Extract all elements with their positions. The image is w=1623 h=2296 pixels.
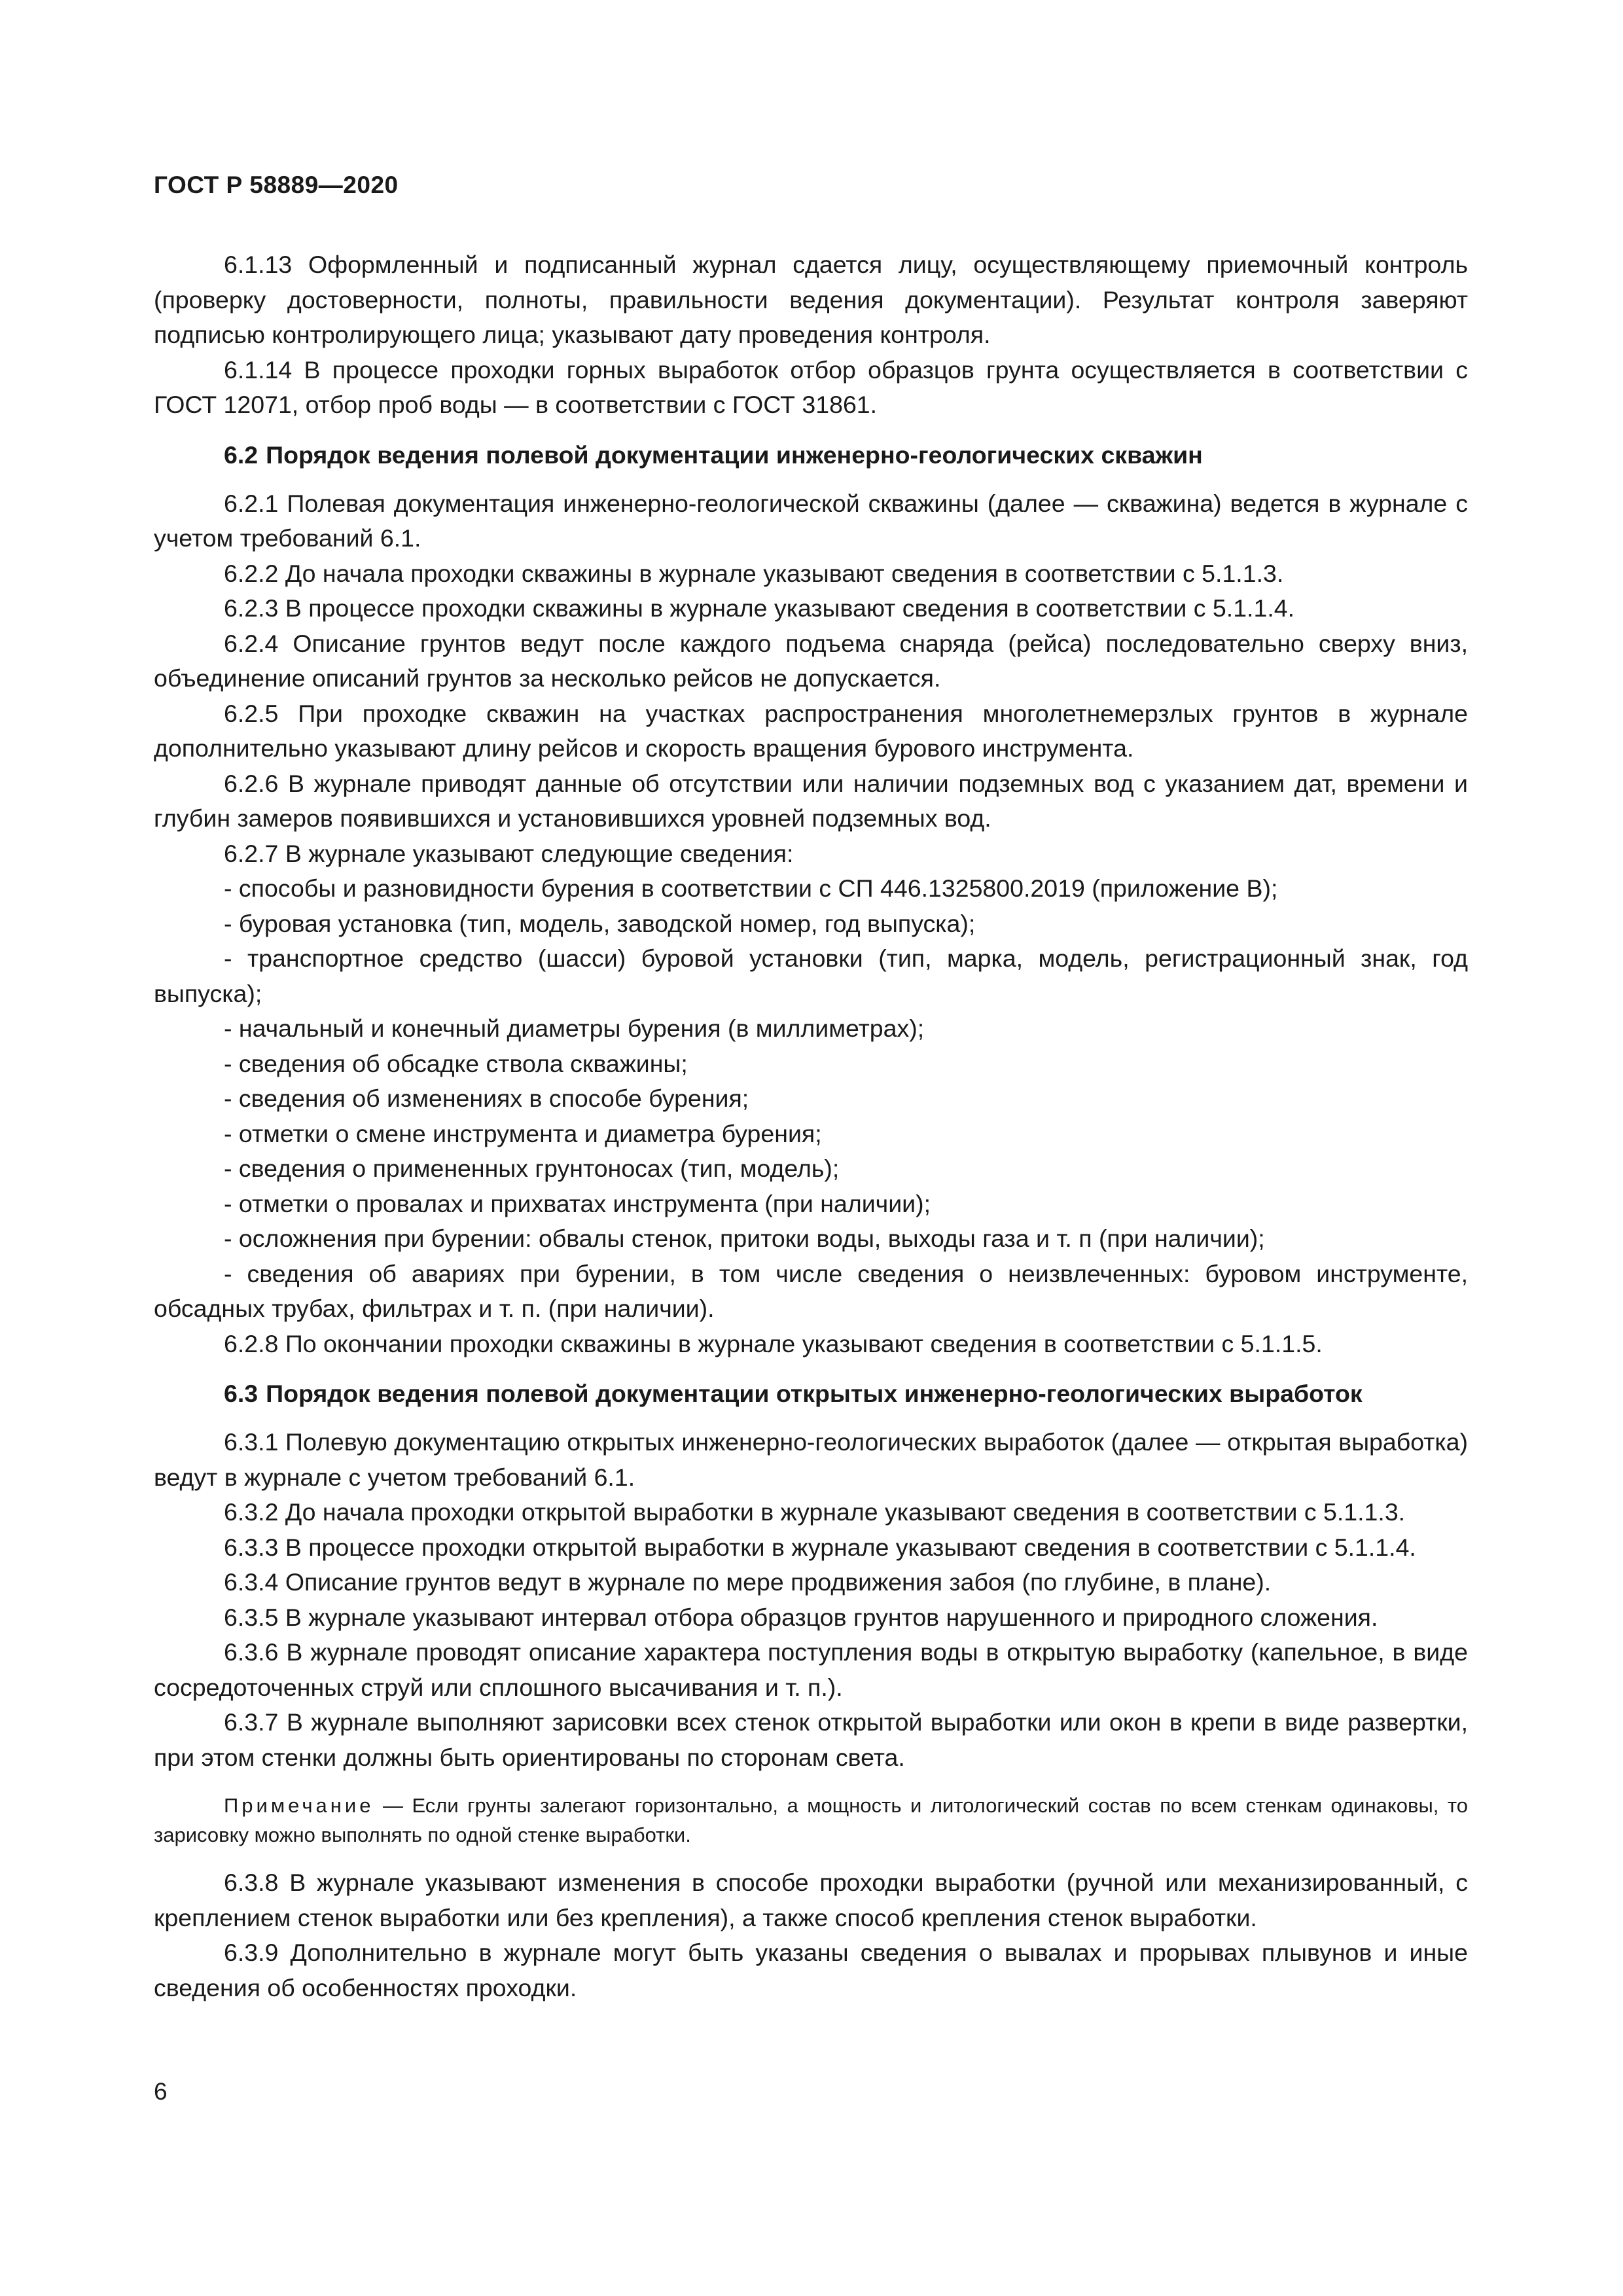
- list-item: - способы и разновидности бурения в соответствии с СП 446.1325800.2019 (приложение В);: [224, 874, 1278, 902]
- paragraph-6-2-7: 6.2.7 В журнале указывают следующие сведения:: [224, 839, 794, 867]
- section-heading-6-2: [154, 439, 1468, 472]
- paragraph-6-2-2: 6.2.2 До начала проходки скважины в журнале указывают сведения в соответствии с 5.1.1.3.: [224, 559, 1284, 587]
- paragraph-6-3-1: 6.3.1 Полевую документацию открытых инженерно-геологических выработок (далее — открытая выработка) ведут в журнале с учетом требований 6.1.: [154, 1428, 1468, 1491]
- paragraph-6-3-7: 6.3.7 В журнале выполняют зарисовки всех стенок открытой выработки или окон в крепи в виде развертки, при этом стенки должны быть ориентированы по сторонам света.: [154, 1708, 1468, 1771]
- paragraph-6-3-5: 6.3.5 В журнале указывают интервал отбора образцов грунтов нарушенного и природного сложения.: [224, 1603, 1378, 1631]
- paragraph-6-3-9: 6.3.9 Дополнительно в журнале могут быть указаны сведения о вывалах и прорывах плывунов и иные сведения об особенностях проходки.: [154, 1939, 1468, 2001]
- section-number: 6.2: [224, 440, 259, 469]
- page-number: 6: [154, 2078, 168, 2105]
- paragraph-6-2-8: 6.2.8 По окончании проходки скважины в журнале указывают сведения в соответствии с 5.1.1.5.: [224, 1329, 1323, 1357]
- section-title: Порядок ведения полевой документации открытых инженерно-геологических выработок: [266, 1380, 1363, 1407]
- section-number: 6.3: [224, 1380, 259, 1407]
- list-item: - сведения об авариях при бурении, в том числе сведения о неизвлеченных: буровом инструменте, обсадных трубах, фильтрах и т. п. (при наличии).: [154, 1259, 1468, 1322]
- paragraph-6-2-1: 6.2.1 Полевая документация инженерно-геологической скважины (далее — скважина) ведется в журнале с учетом требований 6.1.: [154, 489, 1468, 552]
- note-label: Примечание: [224, 1794, 374, 1817]
- paragraph-6-3-4: 6.3.4 Описание грунтов ведут в журнале по мере продвижения забоя (по глубине, в плане).: [224, 1568, 1272, 1596]
- list-item: - отметки о смене инструмента и диаметра бурения;: [224, 1119, 822, 1147]
- list-item: - буровая установка (тип, модель, заводской номер, год выпуска);: [224, 909, 976, 937]
- paragraph-6-3-6: 6.3.6 В журнале проводят описание характера поступления воды в открытую выработку (капельное, в виде сосредоточенных струй или сплошного высачивания и т. п.).: [154, 1638, 1468, 1701]
- section-heading-6-3: [154, 1377, 1468, 1410]
- paragraph-6-1-13: 6.1.13 Оформленный и подписанный журнал сдается лицу, осуществляющему приемочный контроль (проверку достоверности, полноты, правильности ведения документации). Результат контроля заверяют подписью контролирующего лица; указывают дату проведения контроля.: [154, 251, 1468, 348]
- paragraph-6-3-2: 6.3.2 До начала проходки открытой выработки в журнале указывают сведения в соответствии с 5.1.1.3.: [224, 1498, 1406, 1526]
- list-item: - сведения о примененных грунтоносах (тип, модель);: [224, 1155, 840, 1182]
- section-title: Порядок ведения полевой документации инженерно-геологических скважин: [266, 440, 1203, 469]
- paragraph-6-3-3: 6.3.3 В процессе проходки открытой выработки в журнале указывают сведения в соответствии с 5.1.1.4.: [224, 1533, 1416, 1561]
- list-item: - отметки о провалах и прихватах инструмента (при наличии);: [224, 1189, 931, 1217]
- note-text: — Если грунты залегают горизонтально, а мощность и литологический состав по всем стенкам одинаковы, то зарисовку можно выполнять по одной стенке выработки.: [154, 1794, 1468, 1846]
- list-item: - сведения об обсадке ствола скважины;: [224, 1049, 688, 1077]
- paragraph-6-2-5: 6.2.5 При проходке скважин на участках распространения многолетнемерзлых грунтов в журнале дополнительно указывают длину рейсов и скорость вращения бурового инструмента.: [154, 699, 1468, 762]
- paragraph-6-2-6: 6.2.6 В журнале приводят данные об отсутствии или наличии подземных вод с указанием дат, времени и глубин замеров появившихся и установившихся уровней подземных вод.: [154, 769, 1468, 832]
- list-item: - транспортное средство (шасси) буровой установки (тип, марка, модель, регистрационный знак, год выпуска);: [154, 944, 1468, 1007]
- paragraph-6-3-8: 6.3.8 В журнале указывают изменения в способе проходки выработки (ручной или механизированный, с креплением стенок выработки или без крепления), а также способ крепления стенок выработки.: [154, 1869, 1468, 1931]
- list-item: - сведения об изменениях в способе бурения;: [224, 1085, 749, 1112]
- paragraph-6-1-14: 6.1.14 В процессе проходки горных выработок отбор образцов грунта осуществляется в соответствии с ГОСТ 12071, отбор проб воды — в соответствии с ГОСТ 31861.: [154, 355, 1468, 418]
- document-body: [154, 247, 1468, 2005]
- list-item: - осложнения при бурении: обвалы стенок, притоки воды, выходы газа и т. п (при наличии);: [224, 1225, 1265, 1252]
- list-item: - начальный и конечный диаметры бурения (в миллиметрах);: [224, 1014, 925, 1042]
- note: [154, 1791, 1468, 1850]
- paragraph-6-2-4: 6.2.4 Описание грунтов ведут после каждого подъема снаряда (рейса) последовательно сверху вниз, объединение описаний грунтов за несколько рейсов не допускается.: [154, 629, 1468, 692]
- document-id: ГОСТ Р 58889—2020: [154, 171, 399, 198]
- paragraph-6-2-3: 6.2.3 В процессе проходки скважины в журнале указывают сведения в соответствии с 5.1.1.4.: [224, 594, 1295, 622]
